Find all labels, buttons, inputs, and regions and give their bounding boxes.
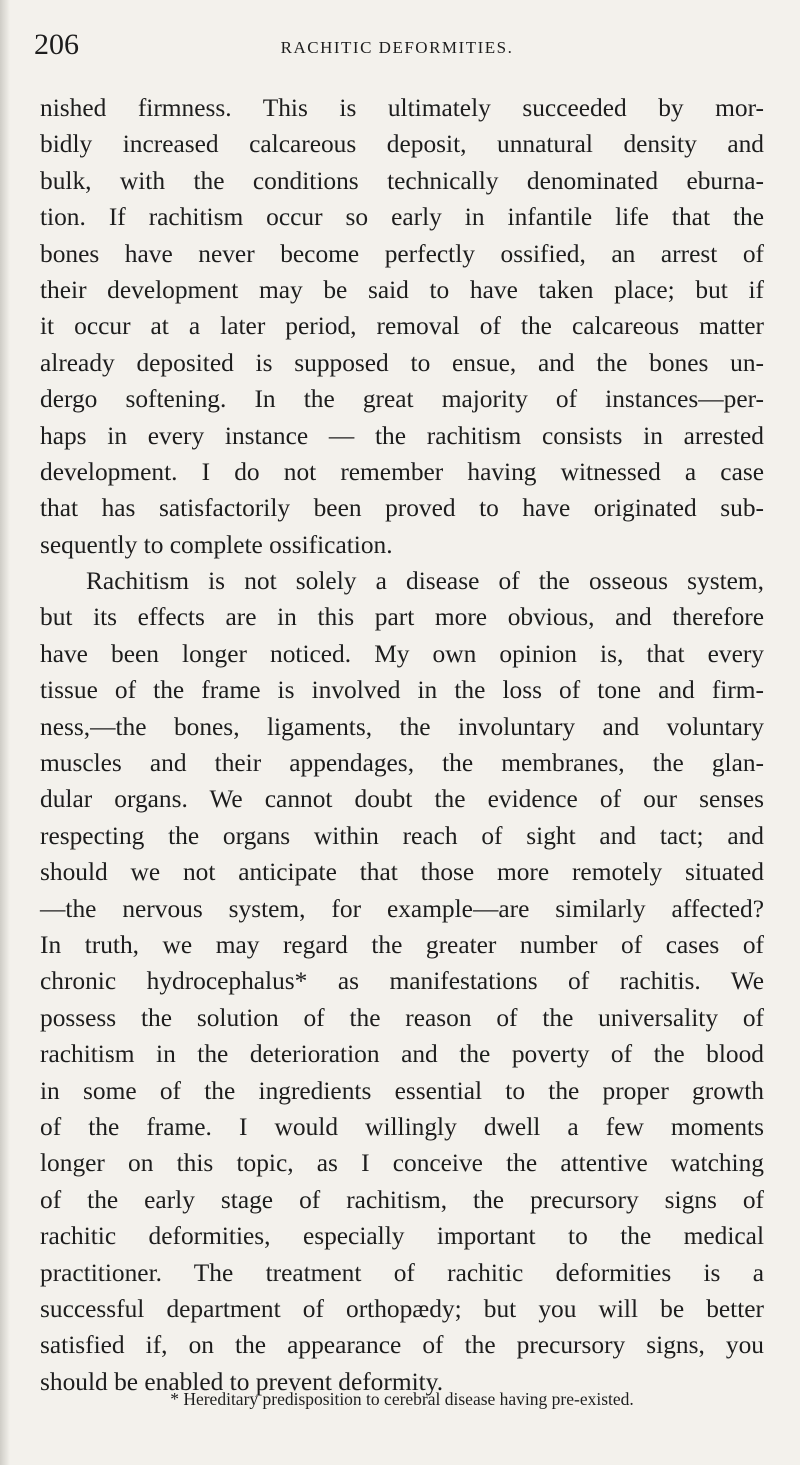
footnote: * Hereditary predisposition to cerebral disease having pre-existed. [170,1389,634,1409]
text-line: satisfied if, on the appearance of the precursory signs, you [40,1331,764,1360]
text-line: of the early stage of rachitism, the precursory signs of [40,1185,764,1214]
text-line: longer on this topic, as I conceive the attentive watching [40,1149,764,1178]
text-line: dergo softening. In the great majority of instances—per- [40,385,764,414]
text-line: already deposited is supposed to ensue, and the bones un- [40,348,764,377]
text-line: haps in every instance — the rachitism consists in arrested [40,421,764,450]
text-line: rachitism in the deterioration and the poverty of the blood [40,1040,764,1069]
text-line: nished firmness. This is ultimately succeeded by mor- [40,94,764,122]
text-line: —the nervous system, for example—are similarly affected? [40,894,764,923]
text-line: but its effects are in this part more obvious, and therefore [40,603,764,632]
text-line: have been longer noticed. My own opinion is, that every [40,639,764,668]
paragraph-1 [40,90,764,563]
text-line: successful department of orthopædy; but you will be better [40,1294,764,1323]
text-line: muscles and their appendages, the membranes, the glan- [40,749,764,778]
text-line: bidly increased calcareous deposit, unnatural density and [40,130,764,159]
page-edge-shadow [0,0,10,1465]
text-line: it occur at a later period, removal of the calcareous matter [40,312,764,341]
text-line: tion. If rachitism occur so early in infantile life that the [40,203,764,232]
text-line: should be enabled to prevent deformity. [40,1367,444,1396]
text-line: chronic hydrocephalus* as manifestations of rachitis. We [40,967,764,996]
text-line: possess the solution of the reason of the universality of [40,1003,764,1032]
text-line: bones have never become perfectly ossified, an arrest of [40,239,764,268]
text-line: should we not anticipate that those more remotely situated [40,858,764,887]
text-line: dular organs. We cannot doubt the evidence of our senses [40,785,764,814]
text-line: of the frame. I would willingly dwell a few moments [40,1112,764,1141]
running-title: RACHITIC DEFORMITIES. [280,38,514,57]
text-line: in some of the ingredients essential to the proper growth [40,1076,764,1105]
page-number: 206 [34,28,79,61]
text-line: their development may be said to have taken place; but if [40,275,764,304]
text-line: Rachitism is not solely a disease of the osseous system, [86,567,764,596]
paragraph-2 [40,563,764,1400]
text-line: practitioner. The treatment of rachitic deformities is a [40,1258,764,1287]
text-line: that has satisfactorily been proved to have originated sub- [40,494,764,523]
body-text [40,90,764,1400]
text-line: respecting the organs within reach of sight and tact; and [40,821,764,850]
text-line: bulk, with the conditions technically denominated eburna- [40,166,764,195]
text-line: In truth, we may regard the greater number of cases of [40,930,764,959]
page-header [34,30,760,66]
text-line: sequently to complete ossification. [40,530,393,559]
text-line: rachitic deformities, especially important to the medical [40,1222,764,1251]
text-line: ness,—the bones, ligaments, the involuntary and voluntary [40,712,764,741]
text-line: development. I do not remember having witnessed a case [40,457,764,486]
text-line: tissue of the frame is involved in the loss of tone and firm- [40,676,764,705]
